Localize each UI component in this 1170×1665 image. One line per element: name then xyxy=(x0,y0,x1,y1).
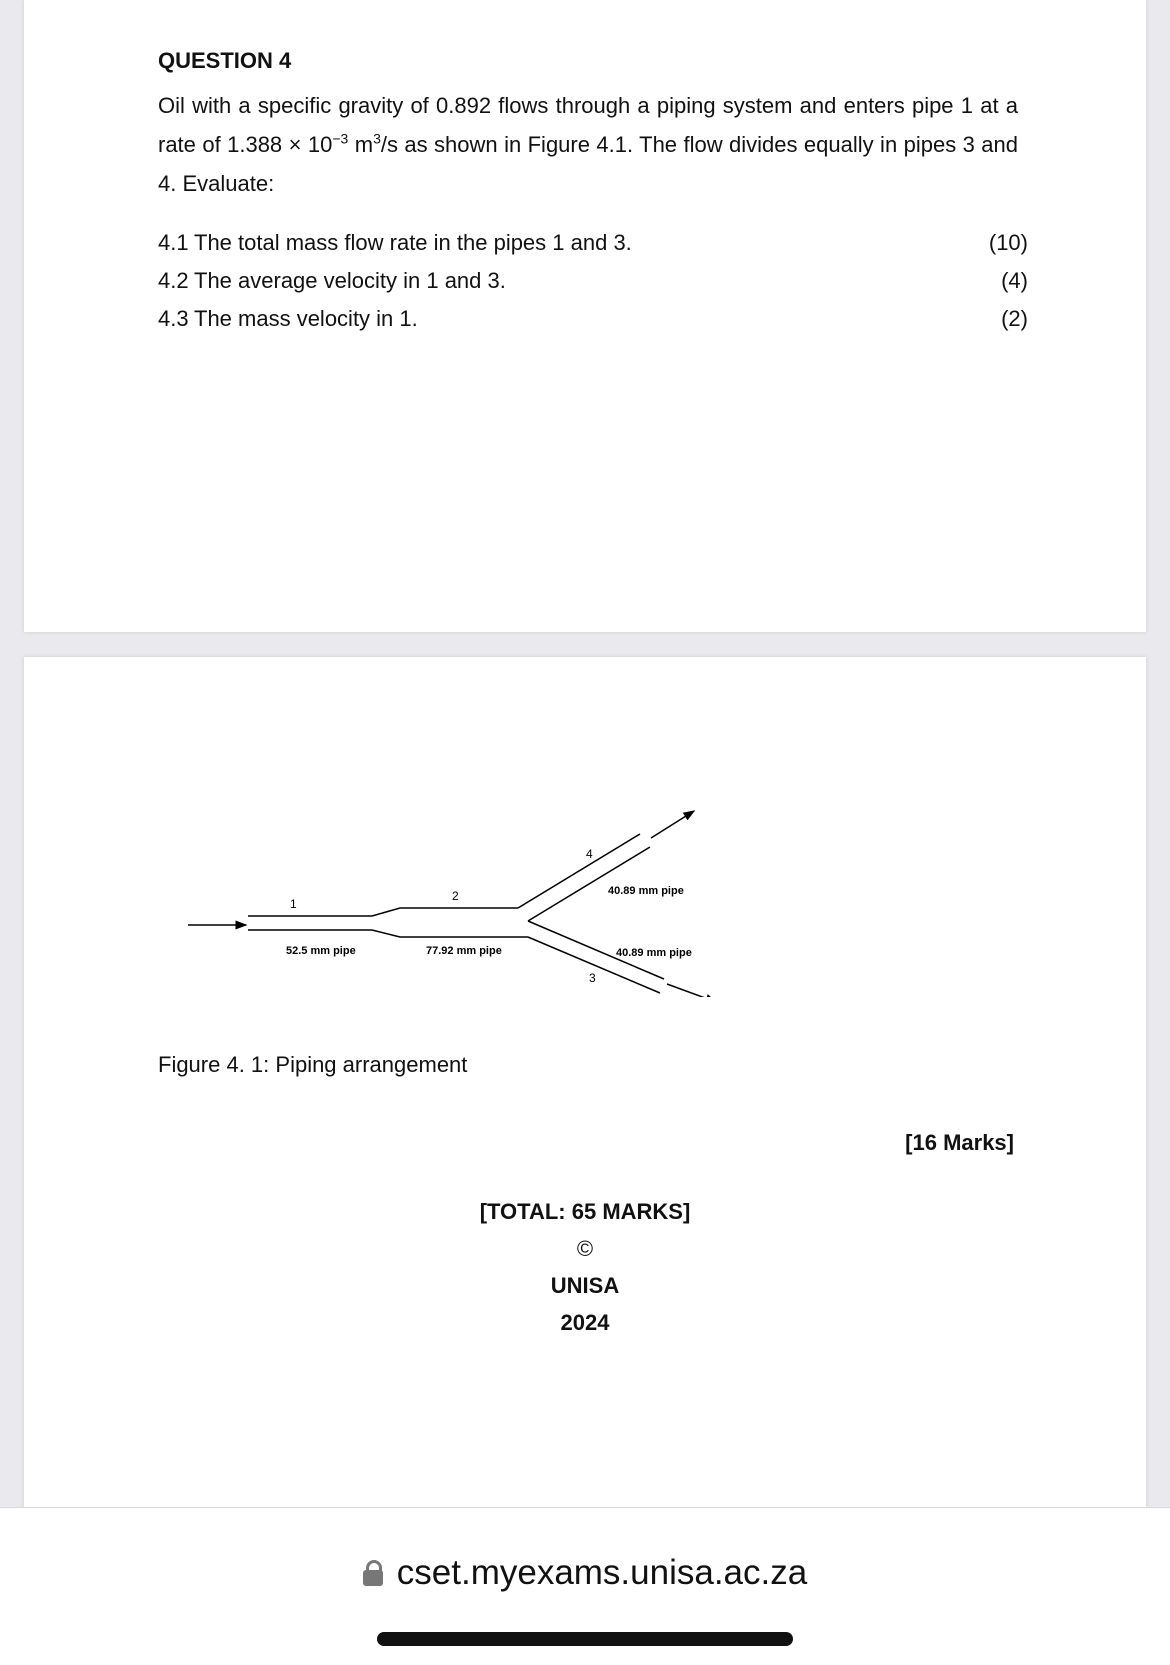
pipe-3-number: 3 xyxy=(589,971,596,985)
outlet-4-arrow xyxy=(651,811,694,838)
copyright-symbol: © xyxy=(576,1236,594,1261)
sub-question-marks: (2) xyxy=(1001,306,1028,331)
pipe-3-label: 40.89 mm pipe xyxy=(616,947,692,959)
question-marks-total: [16 Marks] xyxy=(905,1130,1014,1155)
url-field[interactable] xyxy=(0,1548,1170,1598)
sub-question-4-1 xyxy=(158,230,1028,260)
sub-question-text: The average velocity in 1 and 3. xyxy=(194,268,506,293)
expansion-top xyxy=(372,908,400,916)
exam-page-1 xyxy=(24,0,1146,632)
question-intro: Oil with a specific gravity of 0.892 flows through a piping system and enters pipe 1 at a rate of $1.388 \times 10^{-3}$ $m^3/s$ as shown in Figure 4.1. The flow divides equally in pipes 3 and 4. Evaluate: xyxy=(158,93,1018,196)
figure-caption: Figure 4. 1: Piping arrangement xyxy=(158,1052,468,1077)
sub-question-4-2 xyxy=(158,268,1028,298)
pipe-4-number: 4 xyxy=(586,847,593,861)
pipe-4-label: 40.89 mm pipe xyxy=(608,885,684,897)
sub-question-marks: (10) xyxy=(988,230,1028,255)
pipe-1-number: 1 xyxy=(290,897,297,911)
lock-icon xyxy=(363,1560,383,1586)
pipe-2-label: 77.92 mm pipe xyxy=(426,945,502,957)
institution-name: UNISA xyxy=(550,1273,620,1298)
exam-year: 2024 xyxy=(560,1310,610,1335)
pipe-1-label: 52.5 mm pipe xyxy=(286,945,356,957)
pipe-2-number: 2 xyxy=(452,889,459,903)
sub-question-number: 4.3 xyxy=(158,306,189,331)
url-text[interactable]: cset.myexams.unisa.ac.za xyxy=(396,1553,808,1592)
exam-page-2 xyxy=(24,657,1146,1507)
sub-question-marks: (4) xyxy=(1001,268,1028,293)
sub-question-4-3 xyxy=(158,306,1028,336)
sub-question-text: The mass velocity in 1. xyxy=(194,306,418,331)
home-indicator[interactable] xyxy=(377,1632,793,1646)
question-title: QUESTION 4 xyxy=(158,48,292,73)
browser-address-bar xyxy=(0,1507,1170,1665)
piping-diagram xyxy=(174,787,774,997)
sub-question-number: 4.2 xyxy=(158,268,189,293)
sub-question-number: 4.1 xyxy=(158,230,189,255)
expansion-bottom xyxy=(372,930,400,937)
sub-question-text: The total mass flow rate in the pipes 1 and 3. xyxy=(194,230,632,255)
exam-total-marks: [TOTAL: 65 MARKS] xyxy=(479,1199,691,1224)
outlet-3-arrow xyxy=(667,984,716,997)
